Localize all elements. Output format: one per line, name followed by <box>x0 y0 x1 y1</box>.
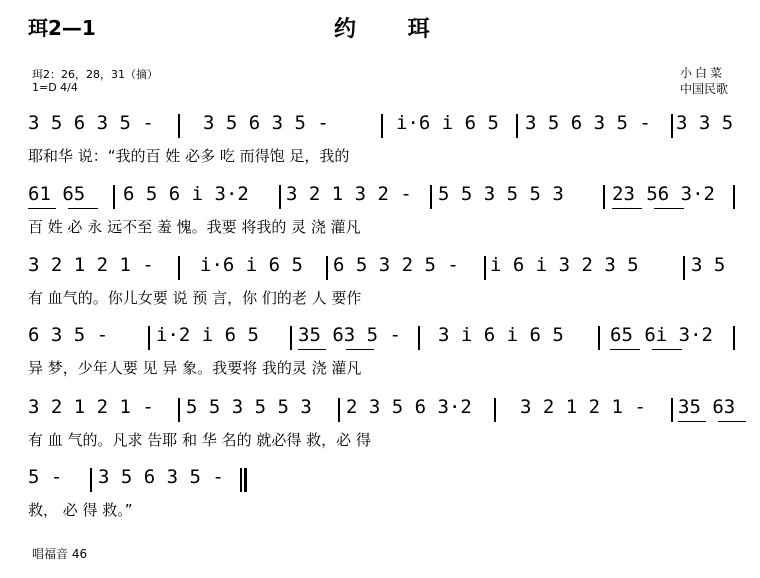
final-bar-thick <box>244 468 247 492</box>
score-line-1 <box>28 112 748 166</box>
bar-line <box>516 114 518 138</box>
underline <box>678 421 706 422</box>
bar-line <box>148 326 150 350</box>
bar-line <box>671 114 673 138</box>
measure: i 6 i 3 2 3 5 <box>490 254 639 276</box>
bar-line <box>603 185 605 209</box>
score-line-5 <box>28 396 748 450</box>
bar-line <box>326 256 328 280</box>
lyric-line: 耶和华 说：“我的百 姓 必多 吃 而得饱 足，我的 <box>28 147 350 165</box>
lyric-line: 有 血气的。你儿女要 说 预 言，你 们的老 人 要作 <box>28 289 362 307</box>
bar-line <box>484 256 486 280</box>
measure: 6 5 6 i 3·2 <box>123 183 249 205</box>
measure: 3 5 6 3 5 - <box>203 112 329 134</box>
hymn-title: 约 珥 <box>334 17 452 42</box>
measure: i·6 i 6 5 <box>200 254 303 276</box>
measure: 3 5 6 3 5 - <box>525 112 651 134</box>
bar-line <box>418 326 420 350</box>
bar-line <box>494 398 496 422</box>
bar-line <box>279 185 281 209</box>
underline <box>652 349 682 350</box>
bar-line <box>338 398 340 422</box>
score-line-3 <box>28 254 748 308</box>
underline <box>718 421 746 422</box>
underline <box>68 208 98 209</box>
score-line-2 <box>28 183 748 237</box>
measure: 3 5 6 3 5 - <box>28 112 154 134</box>
bar-line <box>290 326 292 350</box>
hymn-number: 珥2—1 <box>28 16 96 40</box>
measure: 5 5 3 5 5 3 <box>186 396 312 418</box>
measure: 3 2 1 2 1 - <box>28 396 154 418</box>
measure: 3 5 6 3 5 - <box>98 466 224 488</box>
measure: 6 5 3 2 5 - <box>333 254 459 276</box>
measure: 23 56 3·2 <box>612 183 715 205</box>
scripture-reference: 珥2：26，28，31（摘） <box>32 68 158 81</box>
bar-line <box>113 185 115 209</box>
lyric-line: 有 血 气的。凡求 告耶 和 华 名的 就必得 救，必 得 <box>28 431 371 449</box>
measure: 35 63 <box>678 396 736 418</box>
measure: 3 2 1 2 1 - <box>520 396 646 418</box>
measure: 5 5 3 5 5 3 <box>438 183 564 205</box>
measure: 3 i 6 i 6 5 <box>438 324 564 346</box>
measure: i·2 i 6 5 <box>156 324 259 346</box>
bar-line <box>733 185 735 209</box>
bar-line <box>683 256 685 280</box>
score-line-6 <box>28 466 748 520</box>
bar-line <box>178 398 180 422</box>
underline <box>612 208 642 209</box>
bar-line <box>598 326 600 350</box>
bar-line <box>178 114 180 138</box>
underline <box>298 349 326 350</box>
underline <box>610 349 640 350</box>
footer-reference: 唱福音 46 <box>32 547 88 561</box>
underline <box>28 208 56 209</box>
measure: 35 63 5 - <box>298 324 401 346</box>
bar-line <box>671 398 673 422</box>
music-origin: 中国民歌 <box>680 82 729 96</box>
underline <box>654 208 684 209</box>
measure: 65 6i 3·2 <box>610 324 713 346</box>
lyric-line: 救， 必 得 救。” <box>28 501 133 519</box>
measure: 3 2 1 2 1 - <box>28 254 154 276</box>
lyric-line: 异 梦，少年人要 见 异 象。我要将 我的灵 浇 灌凡 <box>28 359 362 377</box>
final-bar-thin <box>240 468 242 492</box>
measure: i·6 i 6 5 <box>396 112 499 134</box>
measure: 3 2 1 3 2 - <box>286 183 412 205</box>
lyric-line: 百 姓 必 永 远不至 羞 愧。我要 将我的 灵 浇 灌凡 <box>28 218 361 236</box>
measure: 3 3 5 <box>676 112 734 134</box>
bar-line <box>381 114 383 138</box>
measure: 6 3 5 - <box>28 324 109 346</box>
measure: 3 5 <box>691 254 726 276</box>
bar-line <box>733 326 735 350</box>
measure: 5 - <box>28 466 63 488</box>
measure: 2 3 5 6 3·2 <box>346 396 472 418</box>
underline <box>346 349 374 350</box>
bar-line <box>178 256 180 280</box>
key-signature: 1=D 4/4 <box>32 81 78 94</box>
lyricist: 小白菜 <box>680 66 726 80</box>
bar-line <box>430 185 432 209</box>
measure: 61 65 <box>28 183 86 205</box>
score-line-4 <box>28 324 748 378</box>
bar-line <box>90 468 92 492</box>
